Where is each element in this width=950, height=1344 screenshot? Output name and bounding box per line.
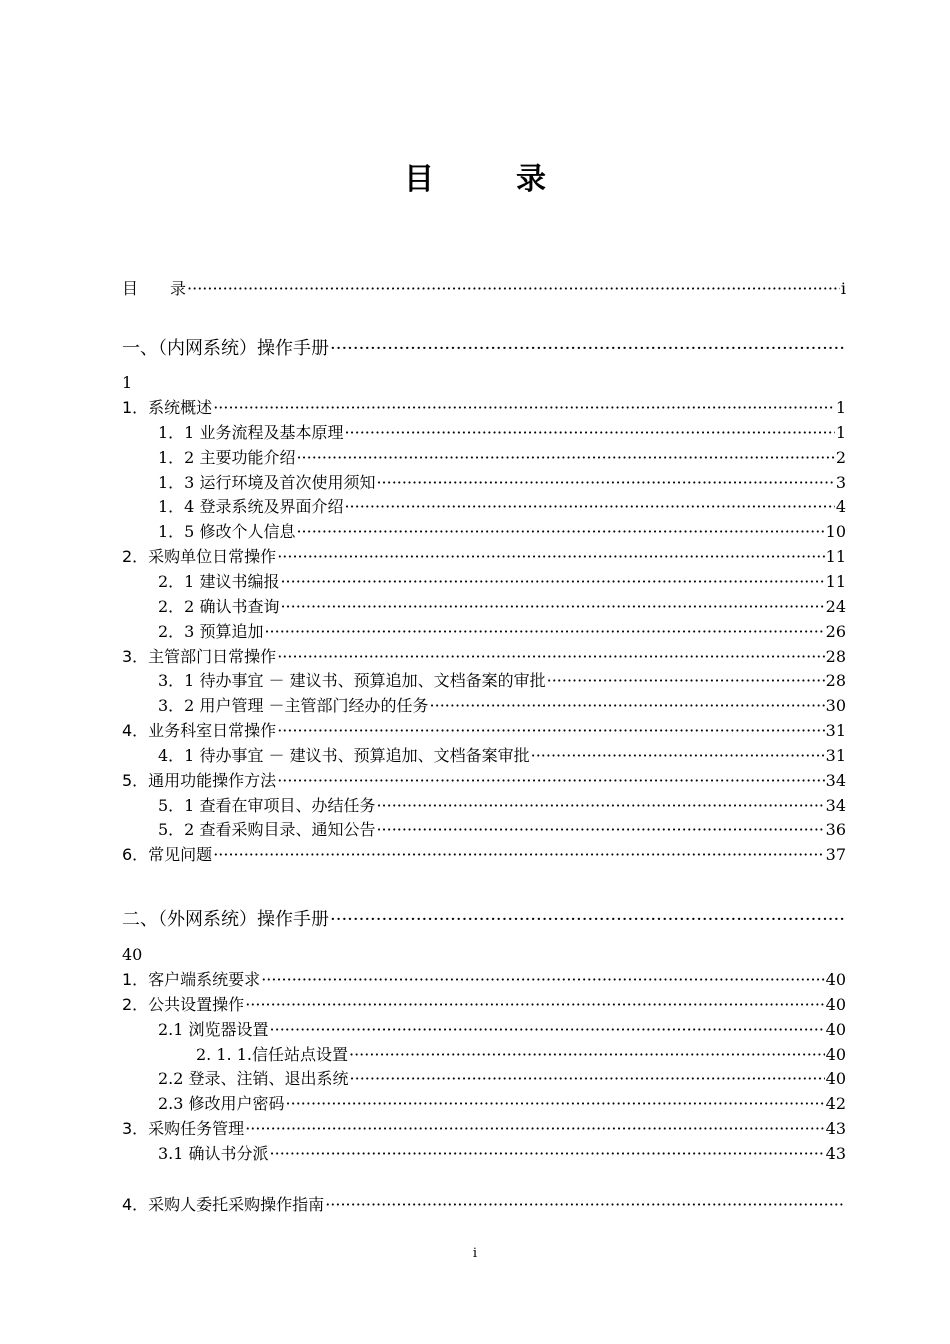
toc-page: 34 [825,795,846,815]
toc-page: 4 [835,497,846,517]
leader-dots [261,969,824,991]
toc-label: 3．主管部门日常操作 [122,646,277,666]
toc-page: 2 [835,447,846,467]
toc-page: 40 [825,1069,846,1089]
toc-label: 1．1 业务流程及基本原理 [158,422,344,442]
toc-row-contents[interactable] [122,278,846,300]
toc-label: 5．通用功能操作方法 [122,770,277,790]
toc-label: 2.1 浏览器设置 [158,1019,269,1039]
leader-dots [245,1118,824,1140]
toc-page: 1 [835,398,846,417]
leader-dots [264,621,824,643]
toc-page: 43 [825,1143,846,1163]
toc-label: 4．采购人委托采购操作指南 [122,1195,325,1214]
leader-dots [349,1044,825,1066]
toc-row[interactable] [122,844,846,866]
toc-label: 2. 1. 1.信任站点设置 [196,1044,348,1064]
leader-dots [280,571,824,593]
toc-row[interactable] [122,397,846,419]
toc-part1-page: 1 [122,373,133,392]
leader-dots [376,472,834,494]
toc-label: 2．公共设置操作 [122,994,245,1014]
leader-dots [325,1194,845,1216]
leader-dots [277,646,824,668]
toc-label: 5．2 查看采购目录、通知公告 [158,820,376,840]
leader-dots [296,447,834,469]
toc-page: 42 [825,1094,846,1114]
leader-dots [376,795,824,817]
leader-dots [280,596,824,618]
toc-row[interactable] [158,670,846,692]
toc-page: 40 [825,1044,846,1064]
leader-dots [277,546,824,568]
toc-part1[interactable] [122,336,846,362]
toc-page: 11 [825,571,846,591]
toc-row[interactable] [158,1068,846,1090]
toc-row[interactable] [196,1044,846,1066]
toc-label: 2．2 确认书查询 [158,596,280,616]
toc-label: 3．2 用户管理 －主管部门经办的任务 [158,696,429,716]
toc-row[interactable] [158,571,846,593]
toc-page: i [840,279,846,298]
leader-dots [245,994,824,1016]
toc-row[interactable] [158,521,846,543]
leader-dots [187,278,840,300]
leader-dots [270,1143,825,1165]
toc-label: 2.2 登录、注销、退出系统 [158,1069,349,1089]
toc-row[interactable] [158,1093,846,1115]
toc-label: 5．1 查看在审项目、办结任务 [158,795,376,815]
page-title: 目 录 [404,162,572,197]
leader-dots [376,819,824,841]
toc-row[interactable] [158,596,846,618]
toc-row[interactable] [158,795,846,817]
toc-page: 36 [825,820,846,840]
leader-dots [286,1093,825,1115]
toc-label: 1．客户端系统要求 [122,970,261,989]
toc-page: 31 [825,745,846,765]
leader-dots [350,1068,825,1090]
leader-dots [277,720,824,742]
toc-page: 30 [825,696,846,716]
toc-page: 24 [825,596,846,616]
toc-label: 目 录 [122,279,187,298]
toc-label: 3．采购任务管理 [122,1119,245,1139]
toc-page: 11 [825,547,846,567]
toc-page: 40 [825,1019,846,1039]
toc-label: 1．3 运行环境及首次使用须知 [158,472,376,492]
toc-label: 3.1 确认书分派 [158,1143,269,1163]
toc-label: 2．采购单位日常操作 [122,547,277,567]
leader-dots [213,397,835,419]
toc-label: 2．1 建议书编报 [158,571,280,591]
leader-dots [270,1019,825,1041]
leader-dots [547,670,825,692]
leader-dots [296,521,824,543]
leader-dots [330,907,845,933]
toc-row[interactable] [122,546,846,568]
toc-part2-page: 40 [122,945,143,964]
toc-label: 1．4 登录系统及界面介绍 [158,497,344,517]
leader-dots [213,844,824,866]
toc-label: 3．1 待办事宜 － 建议书、预算追加、文档备案的审批 [158,671,546,691]
toc-row[interactable] [158,472,846,494]
toc-row[interactable] [122,969,846,991]
leader-dots [430,695,825,717]
leader-dots [344,496,834,518]
toc-row[interactable] [158,1143,846,1165]
toc-row[interactable] [158,1019,846,1041]
toc-label: 1．5 修改个人信息 [158,522,296,542]
leader-dots [277,770,824,792]
toc-row[interactable] [122,646,846,668]
leader-dots [330,336,845,362]
toc-page: 40 [825,970,846,989]
toc-row[interactable] [158,621,846,643]
toc-row[interactable] [158,447,846,469]
toc-row[interactable] [158,496,846,518]
toc-label: 1．系统概述 [122,398,213,417]
toc-page: 26 [825,621,846,641]
page-number-footer: i [472,1246,478,1261]
toc-row[interactable] [122,1118,846,1140]
toc-row[interactable] [158,745,846,767]
toc-label: 4．业务科室日常操作 [122,721,277,741]
toc-page: 37 [825,845,846,865]
toc-page: 40 [825,994,846,1014]
toc-row[interactable] [158,422,846,444]
toc-label: 1．2 主要功能介绍 [158,447,296,467]
toc-row[interactable] [158,695,846,717]
toc-item4[interactable] [122,1194,846,1216]
toc-page: 1 [835,422,846,442]
toc-row[interactable] [158,819,846,841]
toc-page: 43 [825,1119,846,1139]
toc-part2[interactable] [122,907,846,933]
leader-dots [344,422,834,444]
toc-label: 4．1 待办事宜 － 建议书、预算追加、文档备案审批 [158,745,530,765]
toc-label: 一、（内网系统）操作手册 [122,338,329,359]
toc-row[interactable] [122,770,846,792]
leader-dots [531,745,825,767]
toc-label: 二、（外网系统）操作手册 [122,909,329,930]
toc-page: 28 [825,646,846,666]
toc-row[interactable] [122,720,846,742]
toc-label: 2．3 预算追加 [158,621,264,641]
toc-page: 34 [825,770,846,790]
toc-page: 28 [825,671,846,691]
toc-page: 10 [825,522,846,542]
toc-row[interactable] [122,994,846,1016]
toc-page: 3 [835,472,846,492]
toc-label: 6．常见问题 [122,845,213,865]
toc-label: 2.3 修改用户密码 [158,1094,285,1114]
toc-page: 31 [825,721,846,741]
